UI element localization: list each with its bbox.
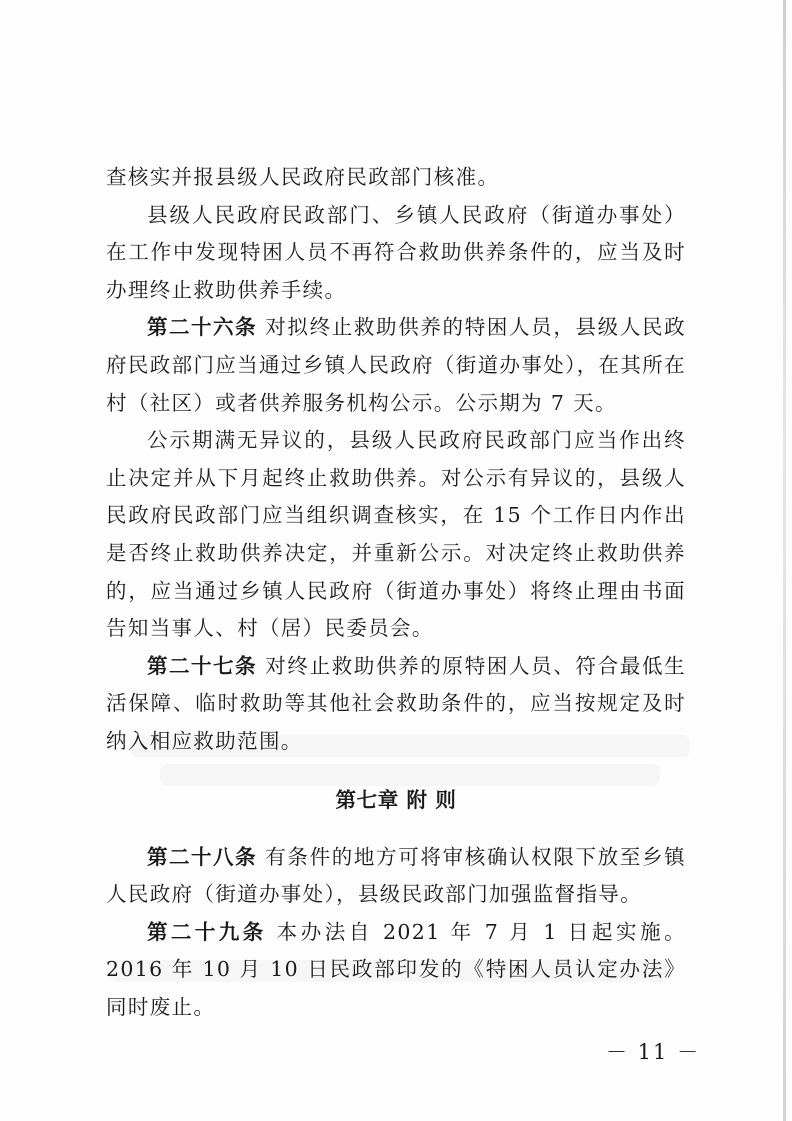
paragraph bbox=[106, 422, 686, 648]
paragraph bbox=[106, 197, 686, 310]
paragraph bbox=[106, 159, 686, 197]
paragraph-text: 查核实并报县级人民政府民政部门核准。 bbox=[106, 165, 500, 189]
article-heading: 第二十九条 bbox=[147, 919, 267, 944]
paragraph-text: 公示期满无异议的，县级人民政府民政部门应当作出终止决定并从下月起终止救助供养。对公示有异议的，县级人民政府民政部门应当组织调查核实，在 15 个工作日内作出是否终止救助供养决定，并重新公示。对决定终止救助供养的，应当通过乡镇人民政府（街道办事处）将终止理由书面告知当事人、村（居）民委员会。 bbox=[106, 428, 686, 641]
article-heading: 第二十八条 bbox=[147, 844, 258, 869]
document-body bbox=[106, 159, 686, 1026]
article-heading: 第二十六条 bbox=[147, 315, 258, 340]
chapter-title: 第七章 附 则 bbox=[335, 787, 457, 812]
article-heading: 第二十七条 bbox=[147, 653, 258, 678]
scan-edge-shadow bbox=[783, 0, 786, 1121]
paragraph-article-27 bbox=[106, 648, 686, 761]
paragraph-text: 本办法自 2021 年 7 月 1 日起实施。2016 年 10 月 10 日民政部印发的《特困人员认定办法》同时废止。 bbox=[106, 919, 687, 1019]
paragraph-article-28 bbox=[106, 839, 686, 914]
paragraph-text: 县级人民政府民政部门、乡镇人民政府（街道办事处）在工作中发现特困人员不再符合救助供养条件的，应当及时办理终止救助供养手续。 bbox=[106, 202, 686, 302]
paragraph-article-29 bbox=[106, 914, 686, 1027]
paragraph-text: 对终止救助供养的原特困人员、符合最低生活保障、临时救助等其他社会救助条件的，应当按规定及时纳入相应救助范围。 bbox=[106, 653, 687, 753]
paragraph-article-26 bbox=[106, 309, 686, 422]
page-number: － 11 － bbox=[606, 1040, 701, 1064]
paragraph-text: 有条件的地方可将审核确认权限下放至乡镇人民政府（街道办事处），县级民政部门加强监督指导。 bbox=[106, 844, 687, 907]
paragraph-text: 对拟终止救助供养的特困人员，县级人民政府民政部门应当通过乡镇人民政府（街道办事处），在其所在村（社区）或者供养服务机构公示。公示期为 7 天。 bbox=[106, 315, 687, 415]
